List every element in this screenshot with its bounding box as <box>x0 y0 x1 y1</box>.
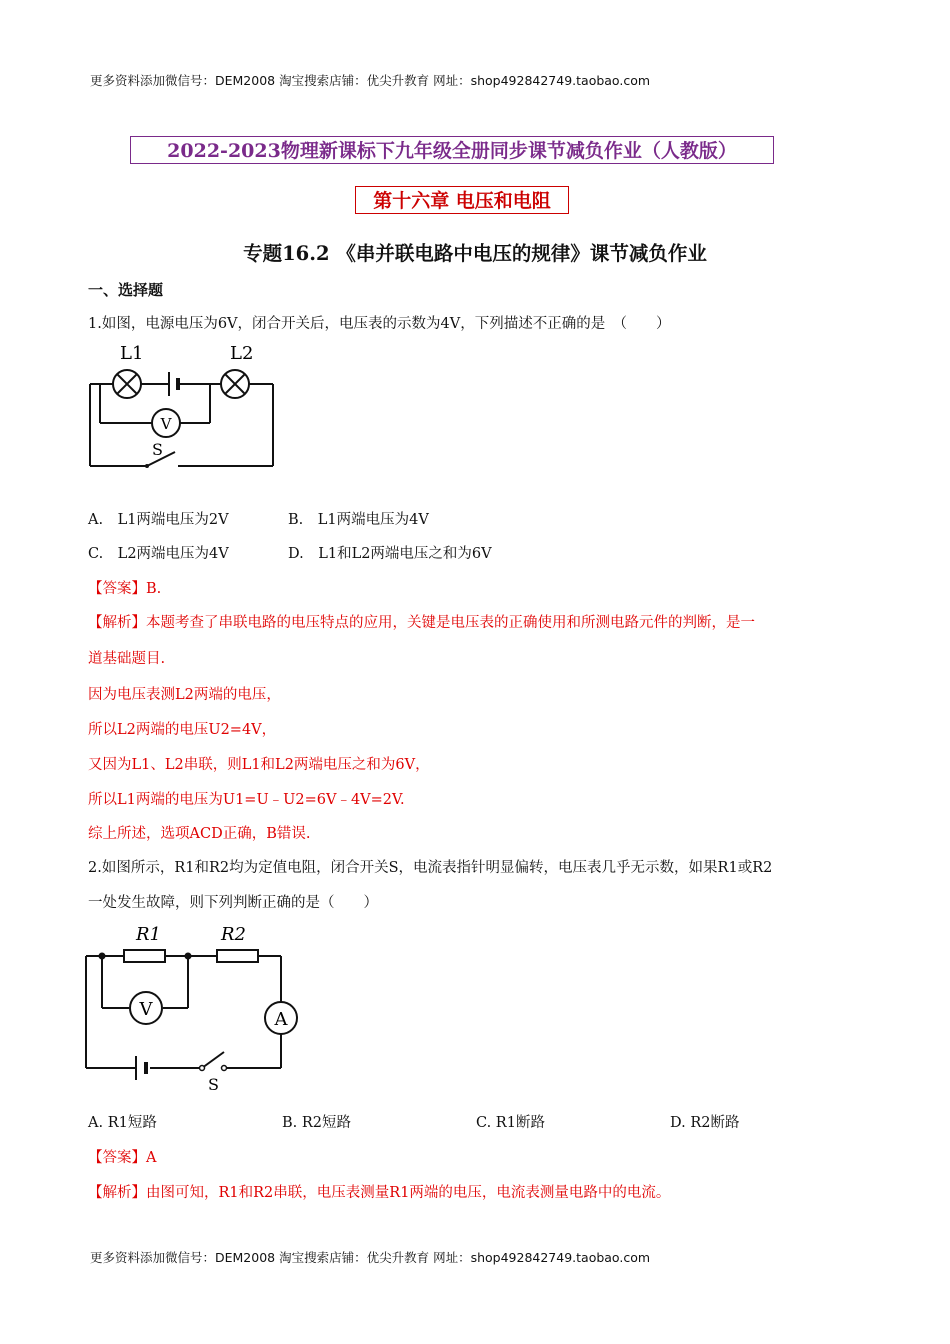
q2-option-a: A. R1短路 <box>88 1115 157 1131</box>
q2-option-d: D. R2断路 <box>670 1115 740 1131</box>
q2-option-b: B. R2短路 <box>282 1115 352 1131</box>
voltmeter-label: V <box>139 999 153 1020</box>
q1-stem: 1.如图，电源电压为6V，闭合开关后，电压表的示数为4V，下列描述不正确的是 （ ） <box>88 316 671 332</box>
ammeter-label: A <box>274 1009 288 1030</box>
resistor-r1-icon <box>124 950 165 962</box>
q2-stem-line1: 2.如图所示，R1和R2均为定值电阻，闭合开关S，电流表指针明显偏转，电压表几乎无示数，如果R1或R2 <box>88 860 773 876</box>
label-s: S <box>152 440 163 459</box>
q1-analysis-line: 道基础题目. <box>88 651 166 667</box>
main-title: 2022-2023物理新课标下九年级全册同步课节减负作业（人教版） <box>130 136 774 164</box>
resistor-r2-icon <box>217 950 258 962</box>
q2-circuit-diagram <box>78 918 308 1094</box>
q1-analysis-line: 【解析】本题考查了串联电路的电压特点的应用，关键是电压表的正确使用和所测电路元件的判断，是一 <box>88 615 755 631</box>
q2-answer: 【答案】A <box>88 1150 157 1166</box>
q1-answer: 【答案】B. <box>88 581 162 597</box>
q1-analysis-line: 因为电压表测L2两端的电压， <box>88 687 281 703</box>
label-r2: R2 <box>221 924 247 945</box>
label-l1: L1 <box>120 343 144 364</box>
page-footer: 更多资料添加微信号：DEM2008 淘宝搜索店铺：优尖升教育 网址：shop492842749.taobao.com <box>90 1250 651 1265</box>
q2-stem-line2: 一处发生故障，则下列判断正确的是（ ） <box>88 895 378 911</box>
q1-option-b: B. L1两端电压为4V <box>288 512 429 528</box>
q1-option-c: C. L2两端电压为4V <box>88 546 229 562</box>
page-header: 更多资料添加微信号：DEM2008 淘宝搜索店铺：优尖升教育 网址：shop492842749.taobao.com <box>90 73 651 88</box>
q2-option-c: C. R1断路 <box>476 1115 545 1131</box>
voltmeter-icon <box>130 992 162 1024</box>
ammeter-icon <box>265 1002 297 1034</box>
lamp-l1-icon <box>113 370 141 398</box>
chapter-title: 第十六章 电压和电阻 <box>355 186 569 214</box>
voltmeter-icon <box>152 409 180 437</box>
q1-circuit-diagram <box>80 340 290 475</box>
q1-analysis-line: 综上所述，选项ACD正确，B错误. <box>88 826 311 842</box>
topic-title: 专题16.2 《串并联电路中电压的规律》课节减负作业 <box>243 242 707 265</box>
q1-analysis-line: 所以L2两端的电压U2=4V， <box>88 722 277 738</box>
section-heading: 一、选择题 <box>88 281 164 299</box>
label-r1: R1 <box>136 924 162 945</box>
q1-analysis-line: 又因为L1、L2串联，则L1和L2两端电压之和为6V， <box>88 757 430 773</box>
switch-contact <box>145 464 149 468</box>
voltmeter-label: V <box>160 415 172 433</box>
switch-contact <box>222 1066 227 1071</box>
junction-dot <box>185 953 192 960</box>
label-l2: L2 <box>230 343 254 364</box>
q1-analysis-line: 所以L1两端的电压为U1=U﹣U2=6V﹣4V=2V. <box>88 792 405 808</box>
q1-option-a: A. L1两端电压为2V <box>88 512 229 528</box>
switch-contact <box>200 1066 205 1071</box>
q1-option-d: D. L1和L2两端电压之和为6V <box>288 546 492 562</box>
lamp-l2-icon <box>221 370 249 398</box>
label-s: S <box>208 1075 219 1094</box>
junction-dot <box>99 953 106 960</box>
q2-analysis: 【解析】由图可知，R1和R2串联，电压表测量R1两端的电压，电流表测量电路中的电流。 <box>88 1185 671 1201</box>
